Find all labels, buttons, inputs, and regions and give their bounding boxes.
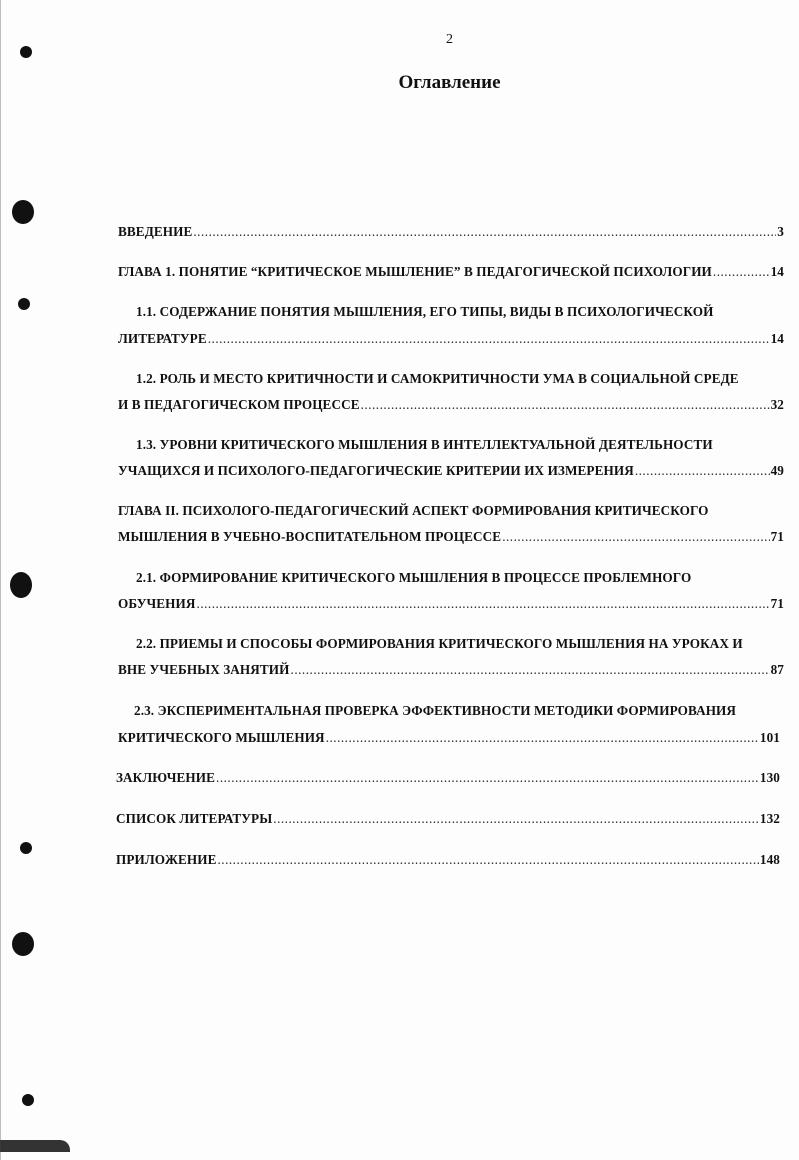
toc-entry-title: ПРИЛОЖЕНИЕ [116,852,217,867]
toc-leader [502,529,769,545]
toc-leader [635,463,770,479]
toc-entry [116,770,780,786]
toc-entry-title: ОБУЧЕНИЯ [118,596,196,611]
toc-entry-title: ВНЕ УЧЕБНЫХ ЗАНЯТИЙ [118,662,290,677]
toc-entry-first-line: 2.1. ФОРМИРОВАНИЕ КРИТИЧЕСКОГО МЫШЛЕНИЯ В ПРОЦЕССЕ ПРОБЛЕМНОГО [136,570,692,585]
toc-leader [326,730,759,746]
punch-hole [18,298,30,310]
toc-page-number: 101 [759,730,780,745]
toc-leader [217,852,758,868]
toc-entry-first-line: 1.2. РОЛЬ И МЕСТО КРИТИЧНОСТИ И САМОКРИТИЧНОСТИ УМА В СОЦИАЛЬНОЙ СРЕДЕ [136,371,739,386]
toc-page-number: 14 [770,264,784,279]
toc-page-number: 148 [759,852,780,867]
toc-entry [118,596,784,612]
toc-leader [273,811,759,827]
toc-leader [193,224,776,240]
toc-leader [216,770,759,786]
toc-page-number: 130 [759,770,780,785]
punch-hole [20,842,32,854]
toc-page-number: 87 [770,662,784,677]
toc-entry [116,852,780,868]
toc-entry-title: КРИТИЧЕСКОГО МЫШЛЕНИЯ [118,730,325,745]
toc-entry [118,662,784,678]
punch-hole [10,572,32,598]
toc-entry [118,397,784,413]
toc-entry-title: И В ПЕДАГОГИЧЕСКОМ ПРОЦЕССЕ [118,397,360,412]
scan-smudge [0,1140,70,1152]
margin-edge [0,0,1,1160]
toc-page-number: 32 [770,397,784,412]
toc-entry-first-line: 2.2. ПРИЕМЫ И СПОСОБЫ ФОРМИРОВАНИЯ КРИТИЧЕСКОГО МЫШЛЕНИЯ НА УРОКАХ И [136,636,743,651]
toc-entry [118,529,784,545]
toc-entry-title: МЫШЛЕНИЯ В УЧЕБНО-ВОСПИТАТЕЛЬНОМ ПРОЦЕССЕ [118,529,502,544]
toc-page-number: 49 [770,463,784,478]
toc-page-number: 3 [777,224,784,239]
page-title: Оглавление [398,72,501,93]
toc-entry-title: ЗАКЛЮЧЕНИЕ [116,770,216,785]
toc-page-number: 132 [759,811,780,826]
toc-entry-title: ЛИТЕРАТУРЕ [118,331,207,346]
toc-page-number: 71 [770,529,784,544]
toc-entry [118,331,784,347]
toc-leader [361,397,770,413]
toc-leader [197,596,770,612]
toc-entry-first-line: 1.1. СОДЕРЖАНИЕ ПОНЯТИЯ МЫШЛЕНИЯ, ЕГО ТИПЫ, ВИДЫ В ПСИХОЛОГИЧЕСКОЙ [136,304,714,319]
toc-entry-title: ВВЕДЕНИЕ [118,224,193,239]
punch-hole [12,932,34,956]
toc-entry [118,463,784,479]
toc-entry-title: УЧАЩИХСЯ И ПСИХОЛОГО-ПЕДАГОГИЧЕСКИЕ КРИТЕРИИ ИХ ИЗМЕРЕНИЯ [118,463,634,478]
toc-entry-title: ГЛАВА 1. ПОНЯТИЕ “КРИТИЧЕСКОЕ МЫШЛЕНИЕ” В ПЕДАГОГИЧЕСКОЙ ПСИХОЛОГИИ [118,264,712,279]
toc-page-number: 14 [770,331,784,346]
toc-entry [118,730,780,746]
toc-entry-title: СПИСОК ЛИТЕРАТУРЫ [116,811,273,826]
toc-page-number: 71 [770,596,784,611]
toc-leader [713,264,770,280]
punch-hole [12,200,34,224]
toc-entry [116,811,780,827]
punch-hole [22,1094,34,1106]
toc-leader [208,331,770,347]
toc-entry-first-line: 2.3. ЭКСПЕРИМЕНТАЛЬНАЯ ПРОВЕРКА ЭФФЕКТИВНОСТИ МЕТОДИКИ ФОРМИРОВАНИЯ [134,703,737,718]
toc-leader [291,662,770,678]
page-number: 2 [446,32,453,47]
toc-entry-first-line: 1.3. УРОВНИ КРИТИЧЕСКОГО МЫШЛЕНИЯ В ИНТЕЛЛЕКТУАЛЬНОЙ ДЕЯТЕЛЬНОСТИ [136,437,713,452]
toc-entry [118,224,784,240]
toc-entry [118,264,784,280]
toc-entry-first-line: ГЛАВА II. ПСИХОЛОГО-ПЕДАГОГИЧЕСКИЙ АСПЕКТ ФОРМИРОВАНИЯ КРИТИЧЕСКОГО [118,503,709,518]
